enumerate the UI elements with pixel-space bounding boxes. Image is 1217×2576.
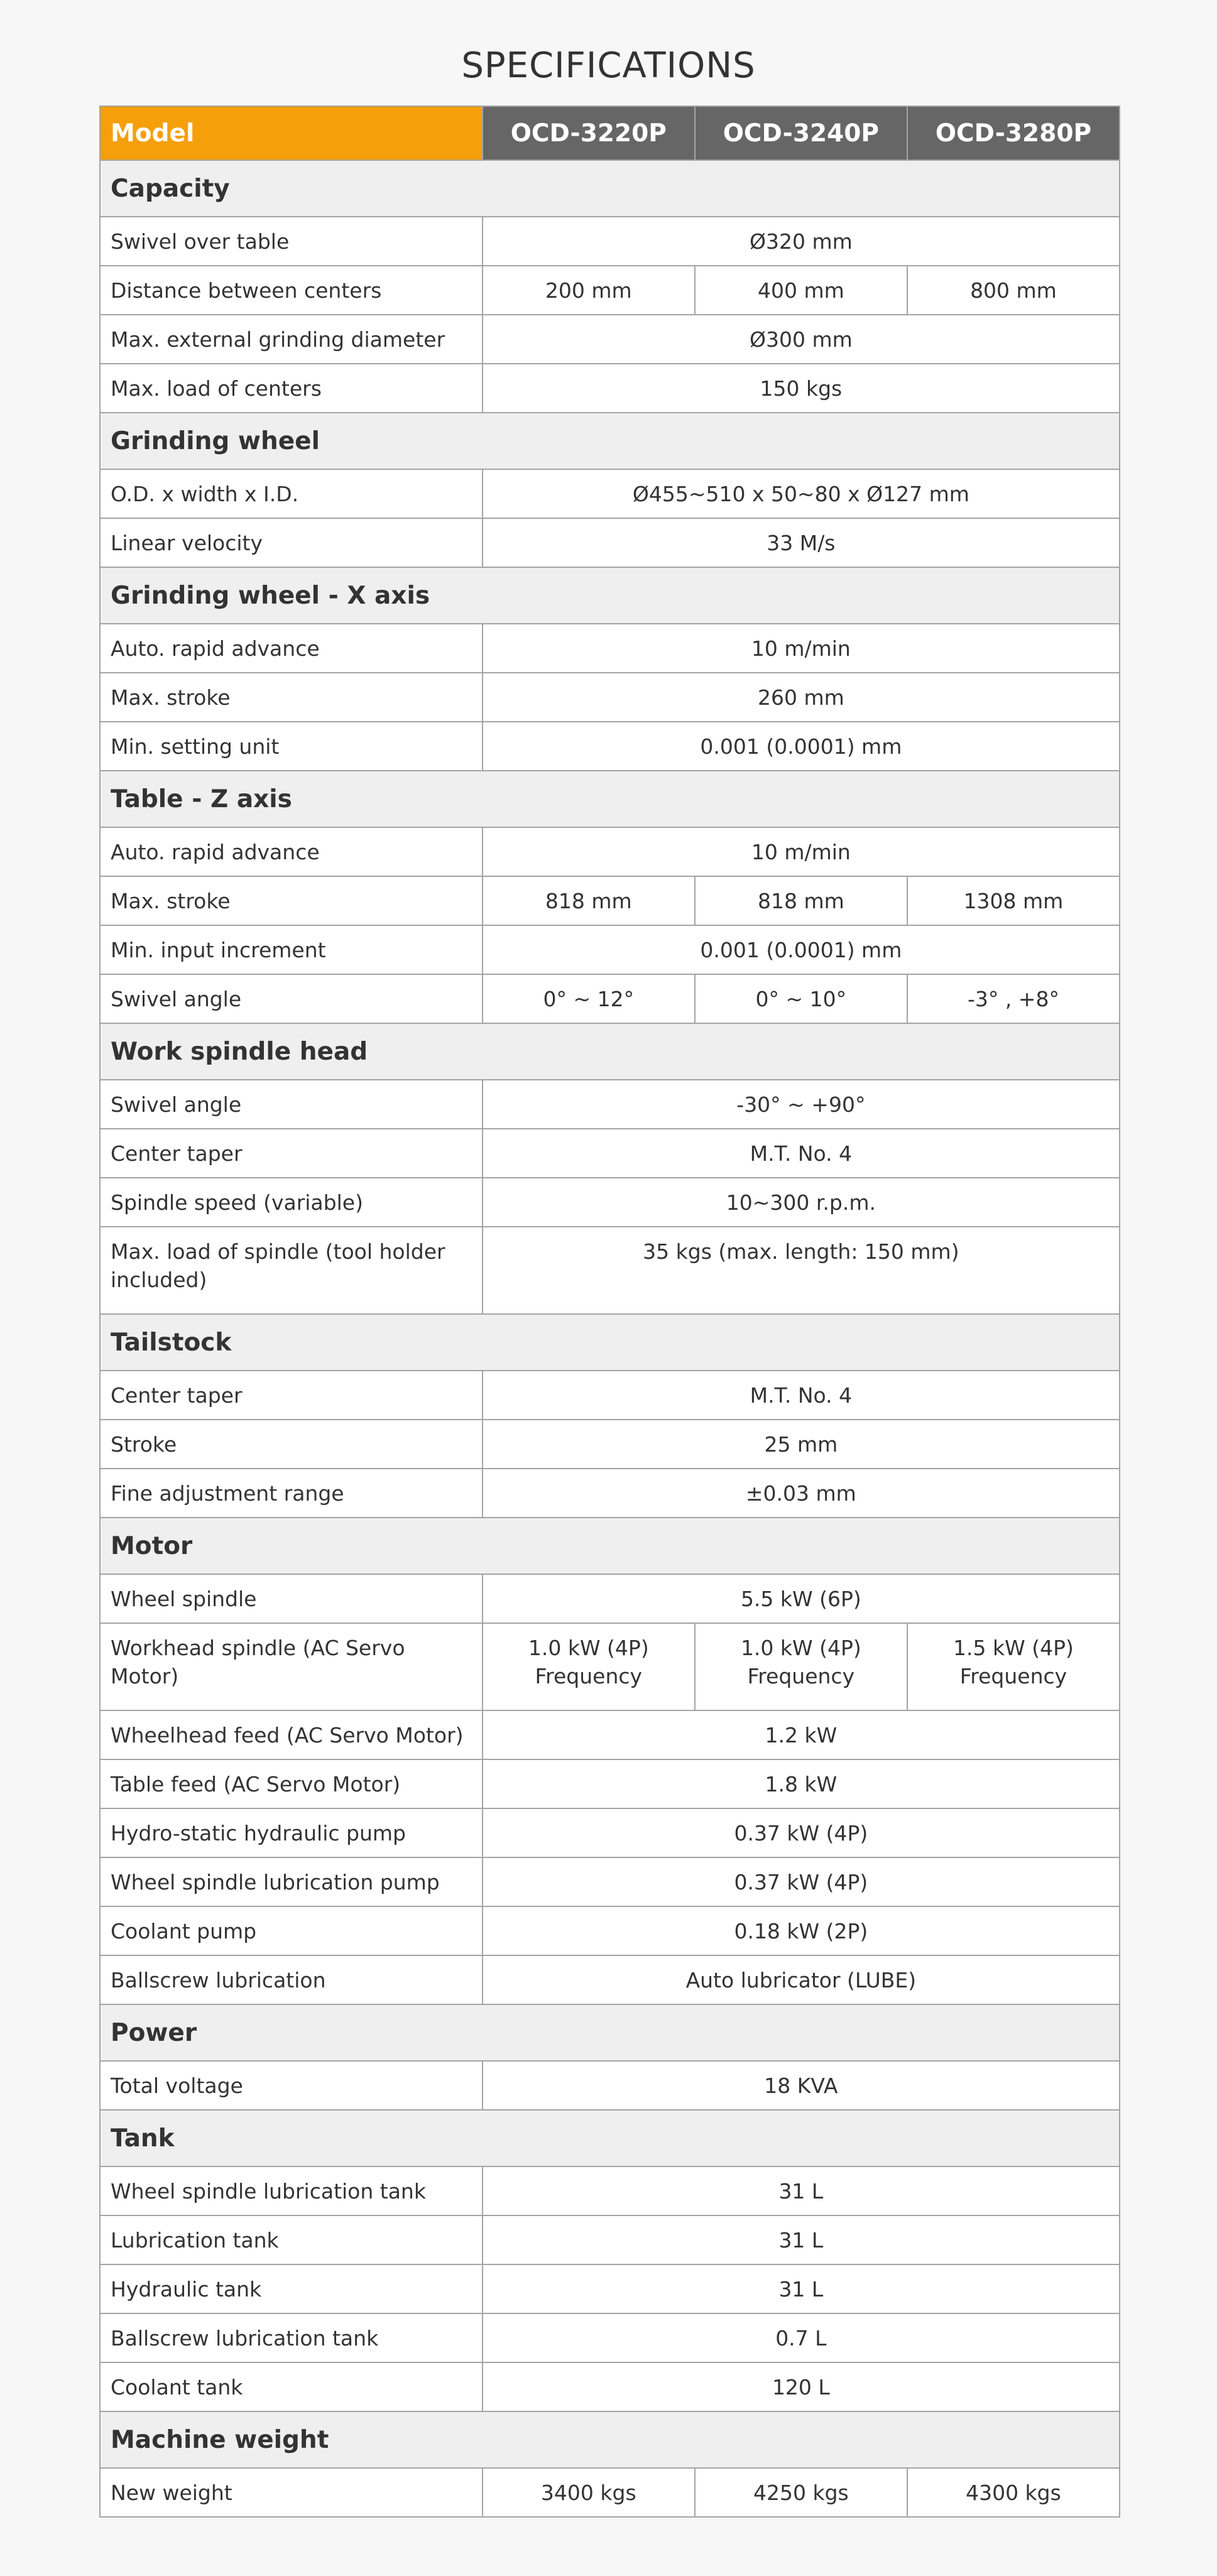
spec-value: M.T. No. 4 bbox=[483, 1371, 1120, 1420]
spec-label: Total voltage bbox=[100, 2061, 483, 2110]
spec-value: 5.5 kW (6P) bbox=[483, 1574, 1120, 1623]
section-title: Grinding wheel bbox=[100, 413, 1120, 469]
spec-label: Lubrication tank bbox=[100, 2215, 483, 2264]
spec-value: Ø320 mm bbox=[483, 217, 1120, 266]
spec-label: Wheel spindle bbox=[100, 1574, 483, 1623]
table-row bbox=[100, 2264, 1120, 2313]
spec-value: 120 L bbox=[483, 2362, 1120, 2411]
spec-label: Swivel angle bbox=[100, 974, 483, 1023]
table-row bbox=[100, 1469, 1120, 1518]
spec-label: Coolant tank bbox=[100, 2362, 483, 2411]
spec-value: 0.001 (0.0001) mm bbox=[483, 925, 1120, 974]
model-header-label: Model bbox=[100, 106, 483, 160]
table-row bbox=[100, 2166, 1120, 2215]
table-row bbox=[100, 266, 1120, 315]
spec-label: Auto. rapid advance bbox=[100, 827, 483, 876]
spec-value: 25 mm bbox=[483, 1420, 1120, 1469]
spec-label: Stroke bbox=[100, 1420, 483, 1469]
section-header-row bbox=[100, 1314, 1120, 1371]
section-title: Table - Z axis bbox=[100, 771, 1120, 827]
table-row bbox=[100, 2061, 1120, 2110]
spec-value: 1.8 kW bbox=[483, 1759, 1120, 1808]
table-body bbox=[100, 160, 1120, 2517]
spec-label: Linear velocity bbox=[100, 518, 483, 567]
spec-label: Max. load of centers bbox=[100, 364, 483, 413]
spec-label: Hydro-static hydraulic pump bbox=[100, 1808, 483, 1857]
section-header-row bbox=[100, 160, 1120, 217]
spec-label: Swivel angle bbox=[100, 1080, 483, 1129]
section-title: Grinding wheel - X axis bbox=[100, 567, 1120, 624]
spec-value: Ø300 mm bbox=[483, 315, 1120, 364]
spec-label: Min. input increment bbox=[100, 925, 483, 974]
spec-value: 35 kgs (max. length: 150 mm) bbox=[483, 1227, 1120, 1314]
spec-label: Center taper bbox=[100, 1129, 483, 1178]
spec-value: 400 mm bbox=[695, 266, 907, 315]
spec-value: 4300 kgs bbox=[907, 2468, 1120, 2517]
spec-value: -30° ~ +90° bbox=[483, 1080, 1120, 1129]
section-header-row bbox=[100, 2004, 1120, 2061]
spec-value: 1.5 kW (4P) Frequency bbox=[907, 1623, 1120, 1710]
model-header-ocd-3220p: OCD-3220P bbox=[483, 106, 695, 160]
table-row bbox=[100, 624, 1120, 673]
section-header-row bbox=[100, 2110, 1120, 2166]
spec-label: Max. stroke bbox=[100, 876, 483, 925]
spec-label: Center taper bbox=[100, 1371, 483, 1420]
spec-label: Fine adjustment range bbox=[100, 1469, 483, 1518]
table-row bbox=[100, 1420, 1120, 1469]
spec-value: 800 mm bbox=[907, 266, 1120, 315]
table-row bbox=[100, 1808, 1120, 1857]
spec-label: O.D. x width x I.D. bbox=[100, 469, 483, 518]
spec-label: Swivel over table bbox=[100, 217, 483, 266]
section-title: Tailstock bbox=[100, 1314, 1120, 1371]
table-row bbox=[100, 1371, 1120, 1420]
spec-value: 0.18 kW (2P) bbox=[483, 1906, 1120, 1955]
section-header-row bbox=[100, 567, 1120, 624]
section-header-row bbox=[100, 2411, 1120, 2468]
table-row bbox=[100, 673, 1120, 722]
spec-label: Wheelhead feed (AC Servo Motor) bbox=[100, 1710, 483, 1759]
spec-value: 0.7 L bbox=[483, 2313, 1120, 2362]
spec-label: Max. stroke bbox=[100, 673, 483, 722]
model-header-ocd-3280p: OCD-3280P bbox=[907, 106, 1120, 160]
table-row bbox=[100, 2362, 1120, 2411]
spec-value: 0.001 (0.0001) mm bbox=[483, 722, 1120, 771]
spec-label: Coolant pump bbox=[100, 1906, 483, 1955]
table-header-row bbox=[100, 106, 1120, 160]
section-title: Motor bbox=[100, 1518, 1120, 1574]
spec-value: 31 L bbox=[483, 2166, 1120, 2215]
spec-label: Max. external grinding diameter bbox=[100, 315, 483, 364]
spec-value: 3400 kgs bbox=[483, 2468, 695, 2517]
section-title: Tank bbox=[100, 2110, 1120, 2166]
spec-value: 10~300 r.p.m. bbox=[483, 1178, 1120, 1227]
spec-label: New weight bbox=[100, 2468, 483, 2517]
section-title: Machine weight bbox=[100, 2411, 1120, 2468]
table-row bbox=[100, 722, 1120, 771]
table-row bbox=[100, 2215, 1120, 2264]
table-row bbox=[100, 1227, 1120, 1314]
spec-label: Auto. rapid advance bbox=[100, 624, 483, 673]
model-header-ocd-3240p: OCD-3240P bbox=[695, 106, 907, 160]
spec-value: 31 L bbox=[483, 2215, 1120, 2264]
spec-value: M.T. No. 4 bbox=[483, 1129, 1120, 1178]
section-title: Work spindle head bbox=[100, 1023, 1120, 1080]
section-title: Power bbox=[100, 2004, 1120, 2061]
section-header-row bbox=[100, 771, 1120, 827]
table-row bbox=[100, 1710, 1120, 1759]
spec-label: Distance between centers bbox=[100, 266, 483, 315]
spec-value: 0° ~ 10° bbox=[695, 974, 907, 1023]
spec-value: Auto lubricator (LUBE) bbox=[483, 1955, 1120, 2004]
spec-label: Workhead spindle (AC Servo Motor) bbox=[100, 1623, 483, 1710]
spec-value: 0° ~ 12° bbox=[483, 974, 695, 1023]
section-title: Capacity bbox=[100, 160, 1120, 217]
table-row bbox=[100, 1080, 1120, 1129]
table-row bbox=[100, 925, 1120, 974]
page-title: SPECIFICATIONS bbox=[461, 45, 756, 86]
table-row bbox=[100, 1955, 1120, 2004]
spec-label: Max. load of spindle (tool holder included) bbox=[100, 1227, 483, 1314]
spec-value: 818 mm bbox=[695, 876, 907, 925]
spec-value: -3° , +8° bbox=[907, 974, 1120, 1023]
spec-value: 18 KVA bbox=[483, 2061, 1120, 2110]
table-row bbox=[100, 1129, 1120, 1178]
table-row bbox=[100, 1759, 1120, 1808]
specifications-table bbox=[99, 106, 1120, 2518]
spec-value: 1.0 kW (4P) Frequency bbox=[483, 1623, 695, 1710]
table-row bbox=[100, 518, 1120, 567]
spec-label: Hydraulic tank bbox=[100, 2264, 483, 2313]
table-row bbox=[100, 315, 1120, 364]
table-row bbox=[100, 2313, 1120, 2362]
section-header-row bbox=[100, 1023, 1120, 1080]
table-row bbox=[100, 364, 1120, 413]
spec-label: Table feed (AC Servo Motor) bbox=[100, 1759, 483, 1808]
spec-value: 10 m/min bbox=[483, 624, 1120, 673]
spec-value: 33 M/s bbox=[483, 518, 1120, 567]
spec-value: 4250 kgs bbox=[695, 2468, 907, 2517]
spec-label: Ballscrew lubrication tank bbox=[100, 2313, 483, 2362]
section-header-row bbox=[100, 413, 1120, 469]
spec-value: 1308 mm bbox=[907, 876, 1120, 925]
spec-value: 1.2 kW bbox=[483, 1710, 1120, 1759]
spec-value: 10 m/min bbox=[483, 827, 1120, 876]
spec-label: Wheel spindle lubrication pump bbox=[100, 1857, 483, 1906]
spec-value: ±0.03 mm bbox=[483, 1469, 1120, 1518]
spec-value: 260 mm bbox=[483, 673, 1120, 722]
table-row bbox=[100, 1906, 1120, 1955]
spec-value: 0.37 kW (4P) bbox=[483, 1808, 1120, 1857]
spec-label: Wheel spindle lubrication tank bbox=[100, 2166, 483, 2215]
table-row bbox=[100, 1623, 1120, 1710]
spec-value: Ø455~510 x 50~80 x Ø127 mm bbox=[483, 469, 1120, 518]
table-row bbox=[100, 1857, 1120, 1906]
spec-value: 150 kgs bbox=[483, 364, 1120, 413]
table-row bbox=[100, 469, 1120, 518]
section-header-row bbox=[100, 1518, 1120, 1574]
spec-value: 1.0 kW (4P) Frequency bbox=[695, 1623, 907, 1710]
spec-value: 818 mm bbox=[483, 876, 695, 925]
table-row bbox=[100, 1574, 1120, 1623]
spec-value: 31 L bbox=[483, 2264, 1120, 2313]
spec-value: 200 mm bbox=[483, 266, 695, 315]
table-row bbox=[100, 217, 1120, 266]
table-row bbox=[100, 1178, 1120, 1227]
spec-label: Min. setting unit bbox=[100, 722, 483, 771]
spec-label: Spindle speed (variable) bbox=[100, 1178, 483, 1227]
table-row bbox=[100, 876, 1120, 925]
table-row bbox=[100, 974, 1120, 1023]
spec-label: Ballscrew lubrication bbox=[100, 1955, 483, 2004]
spec-value: 0.37 kW (4P) bbox=[483, 1857, 1120, 1906]
table-row bbox=[100, 827, 1120, 876]
table-row bbox=[100, 2468, 1120, 2517]
